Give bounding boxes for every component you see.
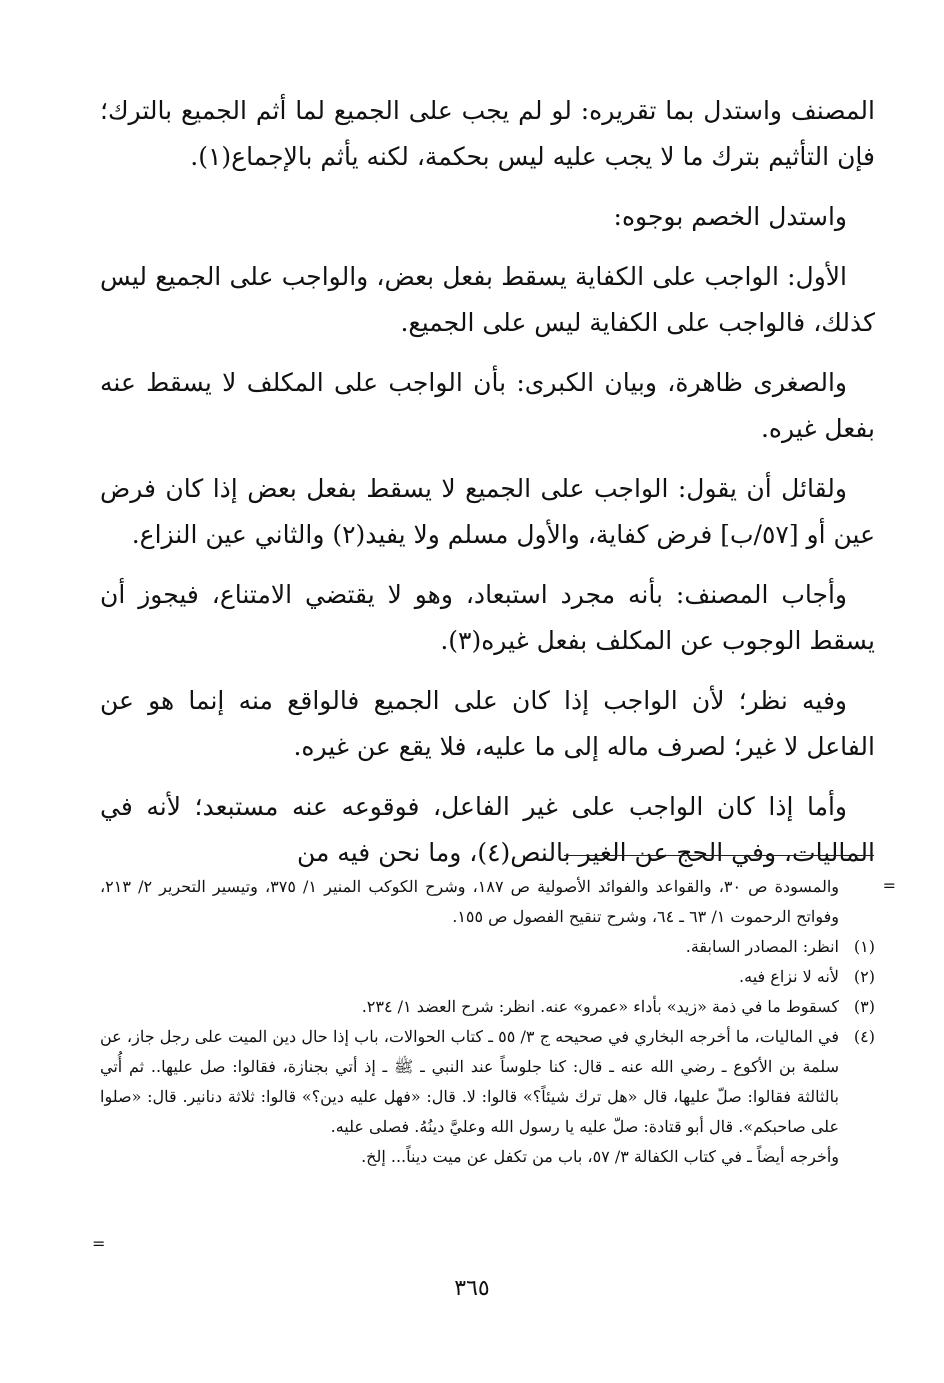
footnote-number: (٣) (853, 997, 875, 1016)
footnote-2 (100, 962, 875, 992)
footnote-number: (٤) (853, 1027, 875, 1046)
footnotes (100, 872, 875, 1172)
footnote-text: كسقوط ما في ذمة «زيد» بأداء «عمرو» عنه. انظر: شرح العضد ١/ ٢٣٤. (361, 997, 839, 1016)
paragraph-6: وأجاب المصنف: بأنه مجرد استبعاد، وهو لا يقتضي الامتناع، فيجوز أن يسقط الوجوب عن المكلف بفعل غيره(٣). (100, 580, 875, 655)
paragraph-1: المصنف واستدل بما تقريره: لو لم يجب على الجميع لما أثم الجميع بالترك؛ فإن التأثيم بترك ما لا يجب عليه ليس بحكمة، لكنه يأثم بالإجماع(١). (100, 96, 875, 171)
paragraph-7: وفيه نظر؛ لأن الواجب إذا كان على الجميع فالواقع منه إنما هو عن الفاعل لا غير؛ لصرف ماله إلى ما عليه، فلا يقع عن غيره. (100, 686, 875, 761)
paragraph-8: وأما إذا كان الواجب على غير الفاعل، فوقوعه عنه مستبعد؛ لأنه في الماليات، وفي الحج عن الغير بالنص(٤)، وما نحن فيه من (100, 792, 875, 867)
footnote-1 (100, 932, 875, 962)
footnote-number: (٢) (853, 967, 875, 986)
footnote-text: لأنه لا نزاع فيه. (739, 967, 839, 986)
continuation-mark: = (882, 876, 896, 895)
paragraph-2: واستدل الخصم بوجوه: (613, 202, 847, 231)
footnote-last-line: وأخرجه أيضاً ـ في كتاب الكفالة ٣/ ٥٧، باب من تكفل عن ميت ديناً... إلخ. (361, 1147, 839, 1166)
footnote-text: في الماليات، ما أخرجه البخاري في صحيحه ج ٣/ ٥٥ ـ كتاب الحوالات، باب إذا حال دين الميت على رجل جاز، عن سلمة بن الأكوع ـ رضي الله عنه ـ قال: كنا جلوساً عند النبي ـ ﷺ ـ إذ أتي بجنازة، فقالوا: صل عليها.. ثم أُتي بالثالثة فقالوا: صلّ عليها، قال «هل ترك شيئاً؟» قالوا: لا. قال: «فهل عليه دين؟» قالوا: ثلاثة دنانير. قال: «صلوا على صاحبكم». قال أبو قتادة: صلّ عليه يا رسول الله وعليَّ دينُهُ. فصلى عليه. (100, 1027, 839, 1136)
paragraph-5: ولقائل أن يقول: الواجب على الجميع لا يسقط بفعل بعض إذا كان فرض عين أو [٥٧/ب] فرض كفاية، والأول مسلم ولا يفيد(٢) والثاني عين النزاع. (100, 474, 875, 549)
footnote-continuation: والمسودة ص ٣٠، والقواعد والفوائد الأصولية ص ١٨٧، وشرح الكوكب المنير ١/ ٣٧٥، وتيسير التحرير ٢/ ٢١٣، وفواتح الرحموت ١/ ٦٣ ـ ٦٤، وشرح تنقيح الفصول ص ١٥٥. (100, 877, 839, 926)
footnote-3 (100, 992, 875, 1022)
paragraph-3: الأول: الواجب على الكفاية يسقط بفعل بعض، والواجب على الجميع ليس كذلك، فالواجب على الكفاية ليس على الجميع. (100, 262, 875, 337)
footnote-separator (564, 855, 874, 856)
footnote-text: انظر: المصادر السابقة. (685, 937, 839, 956)
page-number: ٣٦٥ (454, 1276, 490, 1301)
paragraph-4: والصغرى ظاهرة، وبيان الكبرى: بأن الواجب على المكلف لا يسقط عنه بفعل غيره. (100, 368, 875, 443)
footnote-number: (١) (853, 937, 875, 956)
footnote-4 (100, 1022, 875, 1142)
main-text (100, 88, 875, 890)
end-mark: = (92, 1234, 106, 1253)
